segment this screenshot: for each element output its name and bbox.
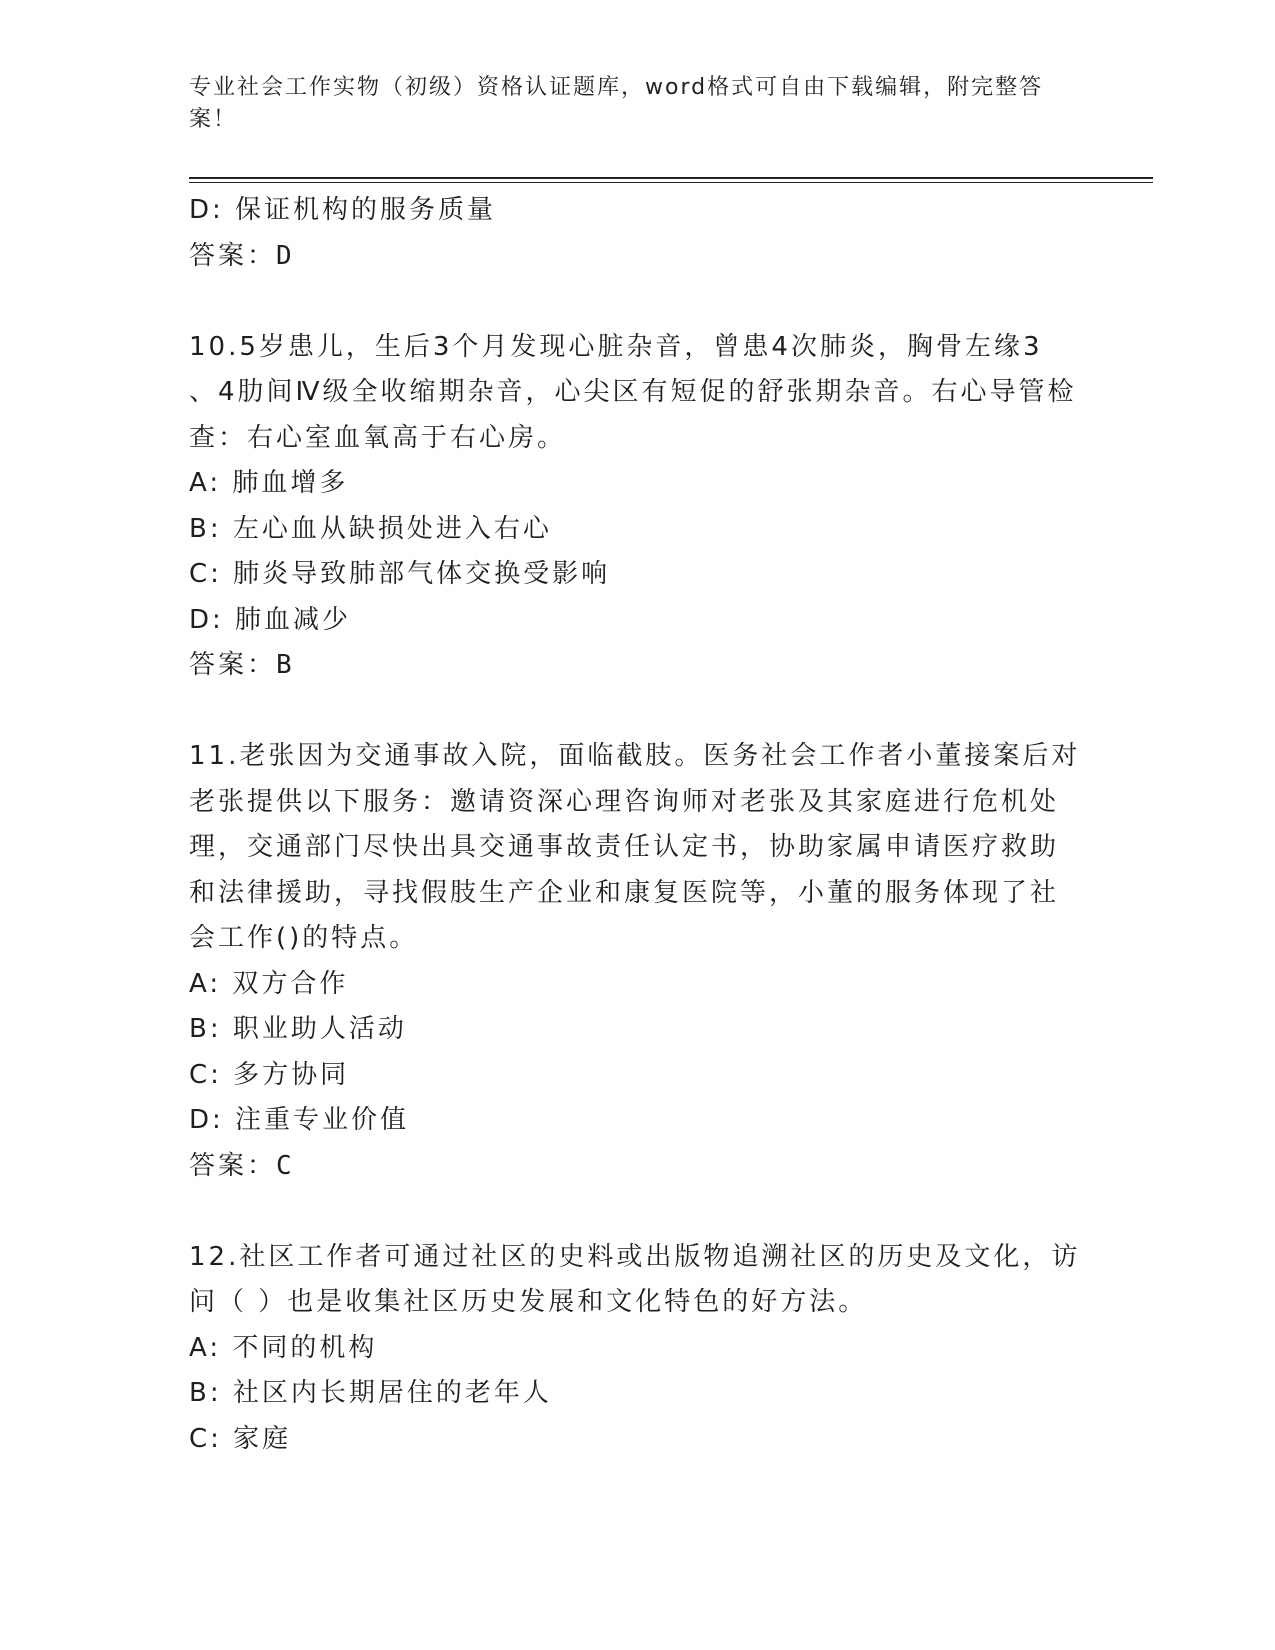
- option-a: A: 不同的机构: [189, 1332, 378, 1363]
- question-text-line: 查：右心室血氧高于右心房。: [189, 422, 567, 453]
- question-9-fragment: [189, 188, 1089, 279]
- option-a: A: 肺血增多: [189, 468, 349, 498]
- question-text-line: 、4肋间Ⅳ级全收缩期杂音，心尖区有短促的舒张期杂音。右心导管检: [189, 377, 1077, 407]
- answer-value: C: [276, 1150, 295, 1181]
- answer-line: [189, 234, 1089, 280]
- question-content: [189, 188, 1089, 1462]
- answer-label: 答案：: [189, 1150, 277, 1181]
- question-text-line: 理，交通部门尽快出具交通事故责任认定书，协助家属申请医疗救助: [189, 832, 1060, 862]
- option-d: D: 保证机构的服务质量: [189, 195, 497, 225]
- option-d: D: 肺血减少: [189, 604, 352, 635]
- option-d: D: 注重专业价值: [189, 1105, 410, 1135]
- spacer: [189, 1189, 1089, 1235]
- option-c: C: 肺炎导致肺部气体交换受影响: [189, 559, 611, 589]
- question-text-line: 11.老张因为交通事故入院，面临截肢。医务社会工作者小董接案后对: [189, 741, 1081, 771]
- option-c: C: 多方协同: [189, 1059, 350, 1090]
- spacer: [189, 689, 1089, 735]
- page-header: 专业社会工作实物（初级）资格认证题库，word格式可自由下载编辑，附完整答案！: [189, 75, 1044, 132]
- header-divider-thin: [189, 182, 1153, 183]
- answer-value: D: [276, 240, 295, 271]
- answer-line: [189, 643, 1089, 689]
- option-a: A: 双方合作: [189, 968, 349, 999]
- question-12: [189, 1235, 1089, 1463]
- option-b: B: 社区内长期居住的老年人: [189, 1378, 552, 1408]
- spacer: [189, 279, 1089, 325]
- question-11: [189, 734, 1089, 1189]
- option-b: B: 职业助人活动: [189, 1014, 407, 1044]
- question-10: [189, 325, 1089, 689]
- option-c: C: 家庭: [189, 1423, 292, 1454]
- question-text-line: 问（ ）也是收集社区历史发展和文化特色的好方法。: [189, 1287, 868, 1317]
- question-text-line: 会工作()的特点。: [189, 923, 419, 953]
- question-text-line: 10.5岁患儿，生后3个月发现心脏杂音，曾患4次肺炎，胸骨左缘3: [189, 331, 1043, 362]
- question-text-line: 和法律援助，寻找假肢生产企业和康复医院等，小董的服务体现了社: [189, 877, 1060, 908]
- answer-line: [189, 1144, 1089, 1190]
- question-text-line: 12.社区工作者可通过社区的史料或出版物追溯社区的历史及文化，访: [189, 1241, 1081, 1272]
- option-b: B: 左心血从缺损处进入右心: [189, 513, 552, 544]
- answer-label: 答案：: [189, 650, 277, 680]
- header-divider-thick: [189, 177, 1153, 179]
- question-text-line: 老张提供以下服务：邀请资深心理咨询师对老张及其家庭进行危机处: [189, 786, 1060, 817]
- answer-label: 答案：: [189, 240, 277, 271]
- answer-value: B: [276, 650, 295, 680]
